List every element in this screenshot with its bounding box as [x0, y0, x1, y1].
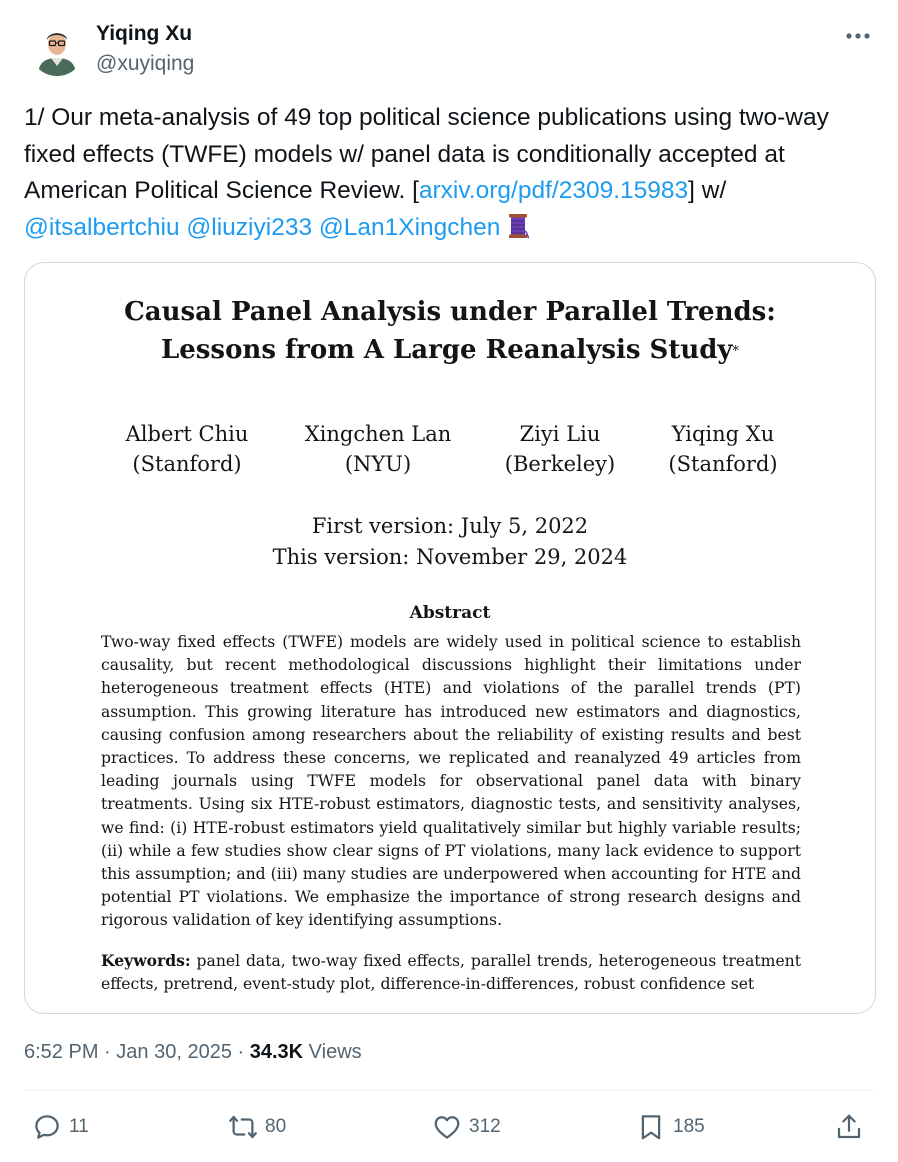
- author-handle[interactable]: @xuyiqing: [96, 52, 195, 75]
- paper-title-line2: Lessons from A Large Reanalysis Study*: [160, 335, 740, 365]
- tweet-header: [22, 14, 876, 84]
- heart-icon: [432, 1112, 462, 1142]
- paper-title-line1: Causal Panel Analysis under Parallel Trends:: [124, 297, 776, 327]
- paper-author: Albert Chiu (Stanford): [125, 422, 249, 476]
- paper-image[interactable]: [24, 262, 876, 1014]
- views-count: 34.3K: [249, 1041, 304, 1063]
- meta-separator: ·: [237, 1041, 245, 1063]
- arxiv-link[interactable]: arxiv.org/pdf/2309.15983: [418, 177, 689, 204]
- author-name[interactable]: Yiqing Xu: [96, 22, 193, 45]
- mention-link[interactable]: @itsalbertchiu: [24, 213, 180, 241]
- abstract-text: Two-way fixed effects (TWFE) models are widely used in political science to establish causality, but recent methodological discussions highlight their limitations under heterogeneous treatment effects (HTE) and violations of the parallel trends (PT) assumption. This growing literature has introduced new estimators and diagnostics, causing confusion among researchers about the reliability of existing results and best practices. To address these concerns, we replicated and reanalyzed 49 articles from leading journals using TWFE models for observational panel data with binary treatments. Using six HTE-robust estimators, diagnostic tests, and sensitivity analyses, we find: (i) HTE-robust estimators yield qualitatively similar but highly variable results; (ii) while a few studies show clear signs of PT violations, many lack evidence to support this assumption; and (iii) many studies are underpowered when accounting for HTE and potential PT violations. We emphasize the importance of strong research designs and rigorous validation of key identifying assumptions.: [101, 633, 801, 930]
- tweet-intro: 1/ Our meta-analysis of 49 top political science publications using two-way fixed effects (TWFE) models w/ panel data is conditionally accepted at American Political Science Review. [: [24, 104, 829, 204]
- tweet-text: [24, 100, 876, 246]
- avatar[interactable]: [30, 22, 84, 76]
- bookmark-count: 185: [673, 1116, 705, 1137]
- more-icon: [845, 32, 871, 40]
- tweet-after-link: ] w/: [688, 177, 727, 204]
- tweet-time[interactable]: 6:52 PM: [24, 1041, 99, 1063]
- first-version: First version: July 5, 2022: [311, 514, 589, 538]
- reply-button[interactable]: [32, 1110, 89, 1144]
- thread-emoji: [507, 214, 529, 241]
- paper-author: Ziyi Liu (Berkeley): [504, 422, 616, 476]
- action-bar: [24, 1100, 874, 1154]
- this-version: This version: November 29, 2024: [272, 545, 628, 569]
- like-button[interactable]: [432, 1110, 501, 1144]
- repost-icon: [228, 1112, 258, 1142]
- paper-page: [25, 263, 875, 1013]
- reply-icon: [32, 1112, 62, 1142]
- paper-author: Yiqing Xu (Stanford): [668, 422, 778, 476]
- keywords: Keywords: panel data, two-way fixed effects, parallel trends, heterogeneous treatment effects, pretrend, event-study plot, difference-in-differences, robust confidence set: [101, 951, 801, 994]
- tweet-date[interactable]: Jan 30, 2025: [116, 1041, 232, 1063]
- divider: [24, 1090, 874, 1091]
- share-icon: [834, 1112, 864, 1142]
- share-button[interactable]: [834, 1110, 864, 1144]
- like-count: 312: [469, 1116, 501, 1137]
- views-label: Views: [308, 1041, 362, 1063]
- bookmark-button[interactable]: [636, 1110, 705, 1144]
- repost-button[interactable]: [228, 1110, 286, 1144]
- meta-separator: ·: [104, 1041, 111, 1063]
- avatar-illustration: [30, 22, 84, 76]
- mention-link[interactable]: @Lan1Xingchen: [318, 213, 501, 241]
- tweet-meta: [24, 1038, 362, 1066]
- more-button[interactable]: [842, 26, 874, 46]
- repost-count: 80: [265, 1116, 287, 1137]
- mention-link[interactable]: @liuziyi233: [186, 213, 313, 241]
- abstract-heading: Abstract: [409, 603, 491, 623]
- reply-count: 11: [69, 1116, 89, 1137]
- paper-author: Xingchen Lan (NYU): [304, 422, 452, 476]
- bookmark-icon: [636, 1112, 666, 1142]
